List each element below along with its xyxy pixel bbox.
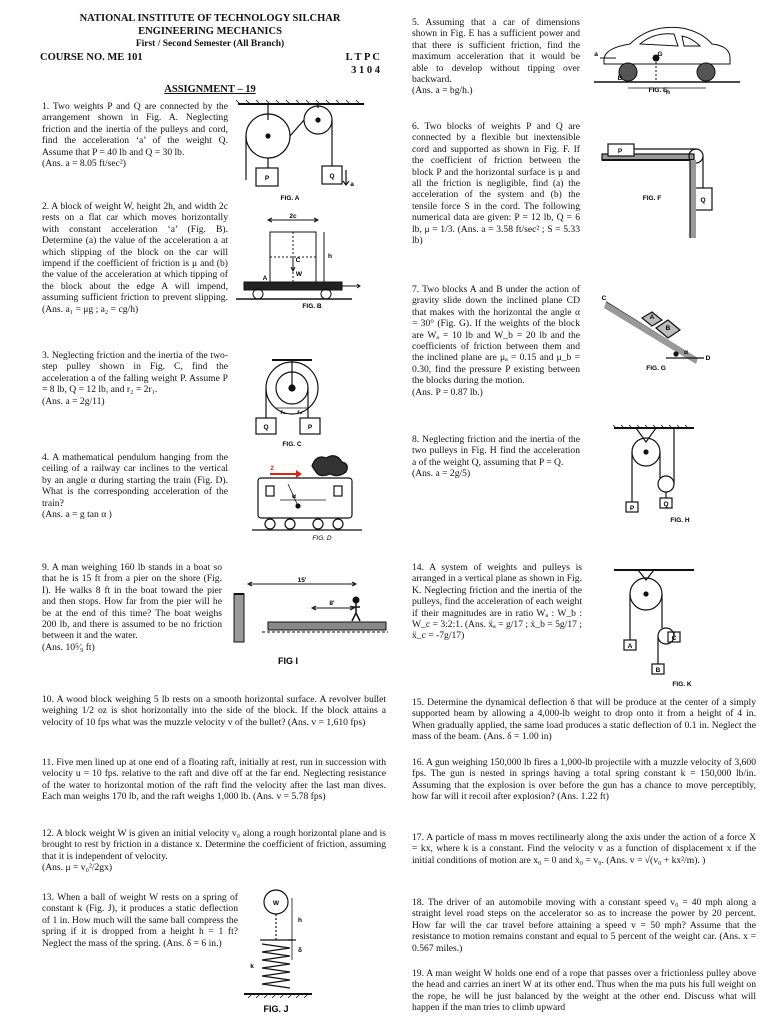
question-answer: (Ans. δ = 6 in.)	[163, 937, 222, 949]
question-answer: (Ans. δ = 1.00 in)	[483, 731, 552, 743]
question-answer: (Ans. a = 8.05 ft/sec²)	[42, 158, 126, 170]
question-text: 14. A system of weights and pulleys is arranged in a vertical plane as shown in Fig. K. Neglecting friction and the inertia of the pulleys, find the acceleration of each weight if their magnitudes are in ratio Wₐ : W_b : W_c = 3:2:1.	[412, 562, 582, 631]
question-text: 17. A particle of mass m moves rectilinearly along the axis under the action of a force X = kx, where k is a constant. Find the velocity v as a function of displacement x if the initial conditions of motion are x₀ = 0 and ẋ₀ = v₀.	[412, 832, 756, 866]
fig-label: a	[594, 51, 598, 58]
fig-label: k	[250, 963, 254, 970]
question-answer: (Ans. 10⁵⁄₉ ft)	[42, 641, 95, 653]
question-answer: (Ans. v = 1,610 fps)	[287, 716, 366, 728]
fig-label: P	[629, 505, 635, 512]
question-2	[42, 201, 228, 315]
fig-label: G	[657, 51, 663, 58]
fig-label: P	[264, 175, 270, 182]
question-text: 16. A gun weighing 150,000 lb fires a 1,000-lb projectile with a muzzle velocity of 3,600 fps. The gun is nested in springs having a total spring constant k = 150,000 lb/in. Assuming that the explosion is over before the gun has a chance to move perceptibly, how far will it recoil after explosion?	[412, 757, 756, 803]
question-answer: (Ans. a = g tan α )	[42, 509, 112, 521]
fig-label: δ	[298, 947, 302, 954]
figure-j	[240, 888, 320, 1020]
question-18	[412, 897, 756, 954]
question-text: 7. Two blocks A and B under the action of gravity slide down the inclined plane CD that makes with the horizontal the angle α = 30° (Fig. G). If the weights of the block are Wₐ = 10 lb and W_b = 20 lb and the coefficients of friction between them and the inclined plane are μₐ = 0.15 and μ_b = 0.30, find the pressure P existing between the blocks during the motion.	[412, 284, 580, 387]
fig-label: P	[617, 148, 623, 155]
figure-e	[590, 22, 750, 96]
ltpc-values: 3 1 0 4	[351, 65, 380, 76]
fig-label: 2c	[289, 213, 297, 220]
question-answer: (Ans. v = 5.78 fps)	[253, 791, 326, 803]
fig-label: a	[350, 181, 354, 188]
fig-label: C	[601, 295, 607, 302]
fig-label: h	[666, 89, 670, 96]
question-text: 2. A block of weight W, height 2h, and width 2c rests on a flat car which moves horizontally with constant acceleration ‘a’ (Fig. B). Determine (a) the value of the acceleration a at which slipping of the block on the car will impend if the coefficient of friction is μ and (b) the value of the acceleration at which tipping of the block about the edge A will impend, assuming sufficient friction to prevent slipping.	[42, 201, 228, 304]
question-13	[42, 892, 238, 949]
fig-label: α	[292, 493, 296, 500]
question-1	[42, 101, 228, 169]
question-answer: (Ans. 1.22 ft)	[557, 791, 609, 803]
figure-caption: FIG. D	[312, 535, 332, 542]
fig-label: Q	[263, 424, 269, 431]
question-text: 10. A wood block weighing 5 lb rests on a smooth horizontal surface. A revolver bullet weighing 1/2 oz is shot horizontally into the side of the block. If the block attains a velocity of 10 fps what was the muzzle velocity v of the bullet?	[42, 694, 386, 728]
question-7	[412, 284, 580, 398]
question-text: 11. Five men lined up at one end of a floating raft, initially at rest, run in succession with velocity u = 10 fps. relative to the raft and dive off at the far end. Neglecting resistance of the water to horizontal motion of the raft find the velocity after the last man dives. Each man weighs 170 lb, and the raft weighs 1,000 lb.	[42, 757, 386, 803]
question-14	[412, 562, 582, 642]
fig-label: A	[627, 643, 633, 650]
fig-label: Q	[663, 501, 669, 508]
question-answer: (Ans. a = 3.58 ft/sec² ; S = 5.33 lb)	[412, 223, 580, 247]
fig-label: h	[298, 917, 302, 924]
figure-caption: FIG. K	[672, 681, 692, 688]
question-4	[42, 452, 228, 520]
figure-h	[606, 424, 702, 528]
question-12	[42, 828, 386, 874]
fig-label: h	[328, 253, 332, 260]
figure-b	[232, 210, 372, 310]
fig-label: 8'	[329, 600, 335, 607]
figure-caption: FIG. E	[648, 87, 668, 94]
fig-label: Q	[700, 197, 706, 204]
question-answer: (Ans. ẍₐ = g/17 ; ẍ_b = 5g/17 ; ẍ_c = -7g/17)	[412, 619, 582, 642]
fig-label: C	[671, 635, 677, 642]
question-answer: (Ans. v = √(v₀ + kx²/m). )	[606, 854, 706, 866]
question-answer: (Ans. a = 2g/5)	[412, 468, 471, 480]
document-header	[40, 12, 380, 96]
question-text: 13. When a ball of weight W rests on a spring of constant k (Fig. J), it produces a static deflection of 1 in. How much will the same ball compress the spring if it is dropped from a height h = 1 ft? Neglect the mass of the spring.	[42, 892, 238, 949]
question-text: 19. A man weight W holds one end of a rope that passes over a frictionless pulley above the head and carries an inert W at its other end. Thus when the ma puts his full weight on the rope, he will be just balanced by the weight at the other end. Discuss what will happen if the man tries to climb upward	[412, 968, 756, 1014]
question-8	[412, 434, 580, 480]
question-19	[412, 968, 756, 1014]
fig-label: B	[617, 75, 623, 82]
fig-label: B	[655, 667, 661, 674]
question-6	[412, 121, 580, 246]
fig-label: r₂	[297, 409, 303, 416]
question-11	[42, 757, 386, 803]
fig-label: B	[665, 325, 671, 332]
fig-label: 2	[270, 465, 274, 472]
question-10	[42, 694, 386, 728]
fig-label: 15'	[297, 577, 307, 584]
question-answer: (Ans. a₁ = μg ; a₂ = cg/h)	[42, 303, 139, 315]
figure-c	[248, 356, 348, 452]
question-text: 1. Two weights P and Q are connected by the arrangement shown in Fig. A. Neglecting friction and the inertia of the pulleys and cord, find the acceleration ‘a’ of the weight Q. Assume that P = 40 lb and Q = 30 lb.	[42, 101, 228, 158]
figure-i	[232, 574, 392, 668]
question-text: 18. The driver of an automobile moving with a constant speed v₀ = 40 mph along a straight level road steps on the accelerator so as to increase the power by 20 percent. How far will the car travel before attaining a speed v = 50 mph? Assume that the resistance to motion remains constant and equal to 5 percent of the weight car.	[412, 897, 756, 943]
question-3	[42, 350, 228, 407]
question-15	[412, 697, 756, 743]
figure-caption: FIG. A	[280, 195, 300, 202]
figure-a	[232, 100, 372, 204]
question-answer: (Ans. x = 0.567 miles.)	[412, 931, 756, 954]
subject-name: ENGINEERING MECHANICS	[138, 26, 282, 37]
question-answer: (Ans. a = bg/h.)	[412, 85, 473, 97]
question-9	[42, 562, 222, 653]
figure-caption: FIG. B	[302, 303, 322, 310]
figure-f	[598, 134, 718, 250]
figure-k	[606, 566, 706, 690]
question-17	[412, 832, 756, 866]
institute-name: NATIONAL INSTITUTE OF TECHNOLOGY SILCHAR	[79, 13, 341, 24]
fig-label: W	[295, 271, 303, 278]
figure-g	[596, 292, 716, 372]
question-text: 9. A man weighing 160 lb stands in a boat so that he is 15 ft from a pier on the shore (Fig. I). He walks 8 ft in the boat toward the pier and then stops. How far from the pier will he be at the end of this time? The boat weighs 200 lb, and there is assumed to be no friction between it and the water.	[42, 562, 222, 642]
question-answer: (Ans. P = 0.87 lb.)	[412, 386, 483, 398]
question-answer: (Ans. μ = v₀²/2gx)	[42, 862, 113, 874]
ltpc-label: L T P C	[345, 52, 380, 63]
question-text: 6. Two blocks of weights P and Q are connected by a flexible but inextensible cord and supported as shown in Fig. F. If the coefficient of friction between the block P and the horizontal surface is μ and all the friction is negligible, find (a) the acceleration of the system and (b) the tensile force S in the cord. The following numerical data are given: P = 12 lb, Q = 6 lb, μ = 1/3.	[412, 121, 580, 235]
fig-label: A	[262, 275, 268, 282]
fig-label: D	[705, 355, 711, 362]
question-text: 12. A block weight W is given an initial velocity v₀ along a rough horizontal plane and is brought to rest by friction in a distance x. Determine the coefficient of friction, assuming that it is independent of velocity.	[42, 828, 386, 862]
figure-caption: FIG. C	[282, 441, 302, 448]
question-text: 15. Determine the dynamical deflection δ that will be produce at the center of a simply supported beam by allowing a 4,000-lb weight to drop onto it from a height of 4 in. When gradually applied, the same load produces a static deflection of 0.1 in. Neglect the mass of the beam.	[412, 697, 756, 743]
figure-caption: FIG. H	[670, 517, 690, 524]
question-text: 3. Neglecting friction and the inertia of the two-step pulley shown in Fig. C, find the acceleration a of the falling weight P. Assume P = 8 lb, Q = 12 lb, and r₂ = 2r₁.	[42, 350, 228, 396]
fig-label: α	[684, 349, 688, 356]
question-text: 5. Assuming that a car of dimensions shown in Fig. E has a sufficient power and that there is sufficient friction, find the maximum acceleration that it would be able to develop without tipping over backward.	[412, 17, 580, 86]
figure-d	[250, 452, 374, 540]
figure-caption: FIG. G	[646, 365, 666, 372]
question-answer: (Ans. a = 2g/11)	[42, 395, 105, 407]
question-16	[412, 757, 756, 803]
question-5	[412, 17, 580, 97]
fig-label: r₁	[280, 409, 286, 416]
question-text: 8. Neglecting friction and the inertia of the two pulleys in Fig. H find the acceleration a of the weight Q, assuming that P = Q.	[412, 434, 580, 468]
semester-line: First / Second Semester (All Branch)	[135, 39, 285, 49]
figure-caption: FIG. J	[263, 1004, 289, 1014]
fig-label: A	[649, 314, 655, 321]
fig-label: C	[295, 257, 301, 264]
fig-label: W	[272, 900, 280, 907]
assignment-title: ASSIGNMENT – 19	[164, 84, 256, 95]
figure-caption: FIG I	[278, 656, 298, 666]
course-number: COURSE NO. ME 101	[40, 52, 143, 63]
figure-caption: FIG. F	[642, 195, 662, 202]
fig-label: P	[307, 424, 313, 431]
fig-label: Q	[329, 173, 335, 180]
question-text: 4. A mathematical pendulum hanging from the ceiling of a railway car inclines to the vertical by an angle α during starting the train (Fig. D). What is the corresponding acceleration of the train?	[42, 452, 228, 509]
